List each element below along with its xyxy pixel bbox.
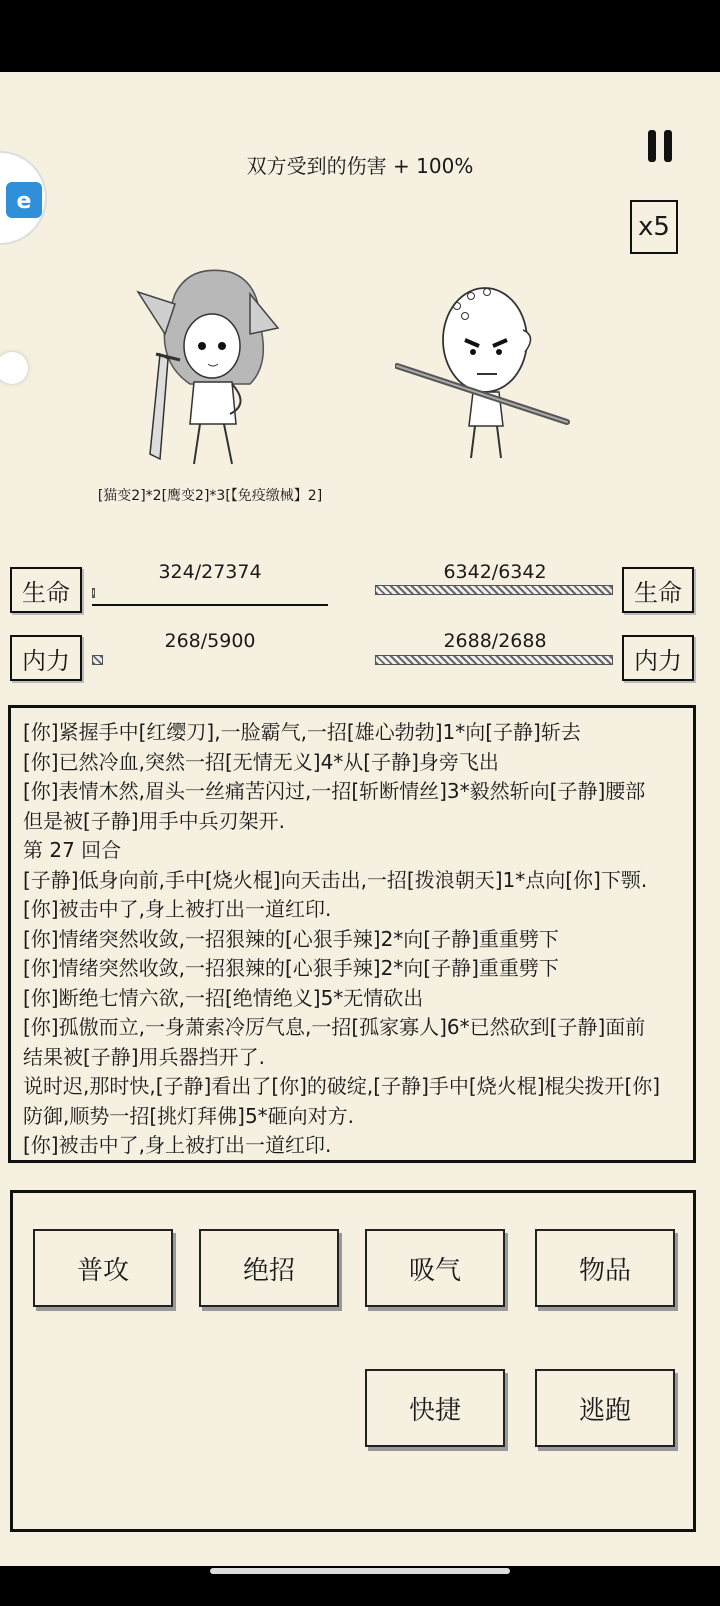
player-hp-bar [92,588,95,598]
log-line: [你]断绝七情六欲,一招[绝情绝义]5*无情砍出 [23,985,424,1010]
pause-icon [648,130,656,162]
speed-button[interactable]: x5 [630,200,678,254]
shortcut-button[interactable]: 快捷 [365,1369,505,1447]
log-line: 说时迟,那时快,[子静]看出了[你]的破绽,[子静]手中[烧火棍]棍尖拨开[你] [23,1074,661,1098]
enemy-hp-bar [375,585,613,595]
player-hp-track [92,604,328,606]
action-panel [10,1190,696,1532]
player-mp-bar [92,655,103,665]
combat-log[interactable] [8,705,696,1163]
log-line: 第 27 回合 [23,838,122,862]
log-line: 结果被[子静]用兵器挡开了. [23,1044,265,1069]
player-buffs: [猫变2]*2[鹰变2]*3[【免疫缴械】2] [97,488,323,504]
log-line: [你]紧握手中[红缨刀],一脸霸气,一招[雄心勃勃]1*向[子静]斩去 [23,720,581,744]
enemy-mp-label: 内力 [622,635,694,681]
player-mp-text: 268/5900 [164,630,256,652]
log-line: 但是被[子静]用手中兵刃架开. [23,808,285,833]
player-hp-label: 生命 [10,567,82,613]
damage-modifier-text: 双方受到的伤害 + 100% [246,154,474,178]
log-line: [你]已然冷血,突然一招[无情无义]4*从[子静]身旁飞出 [23,749,499,774]
enemy-mp-text: 2688/2688 [443,630,547,652]
svg-text:e: e [16,189,32,214]
player-hp-text: 324/27374 [158,561,262,583]
enemy-hp-text: 6342/6342 [443,561,547,583]
attack-button[interactable]: 普攻 [33,1229,173,1307]
home-indicator[interactable] [210,1568,510,1574]
log-line: 防御,顺势一招[挑灯拜佛]5*砸向对方. [23,1103,355,1128]
player-character [120,264,300,484]
log-line: [你]孤傲而立,一身萧索冷厉气息,一招[孤家寡人]6*已然砍到[子静]面前 [23,1015,646,1039]
items-button[interactable]: 物品 [535,1229,675,1307]
pause-button[interactable] [648,130,674,162]
log-line: [你]表情木然,眉头一丝痛苦闪过,一招[斩断情丝]3*毅然斩向[子静]腰部 [23,779,646,803]
log-line: [子静]低身向前,手中[烧火棍]向天击出,一招[拨浪朝天]1*点向[你]下颚. [23,867,648,892]
flee-button[interactable]: 逃跑 [535,1369,675,1447]
ultimate-button[interactable]: 绝招 [199,1229,339,1307]
enemy-character [395,270,595,470]
log-line: [你]被击中了,身上被打出一道红印. [23,1133,332,1157]
floating-dot[interactable] [0,352,28,384]
status-bar [0,0,720,72]
log-line: [你]情绪突然收敛,一招狠辣的[心狠手辣]2*向[子静]重重劈下 [23,956,559,980]
navigation-bar [0,1566,720,1606]
enemy-hp-label: 生命 [622,567,694,613]
enemy-mp-bar [375,655,613,665]
player-mp-label: 内力 [10,635,82,681]
breathe-button[interactable]: 吸气 [365,1229,505,1307]
log-line: [你]被击中了,身上被打出一道红印. [23,897,332,921]
log-line: [你]情绪突然收敛,一招狠辣的[心狠手辣]2*向[子静]重重劈下 [23,926,559,951]
